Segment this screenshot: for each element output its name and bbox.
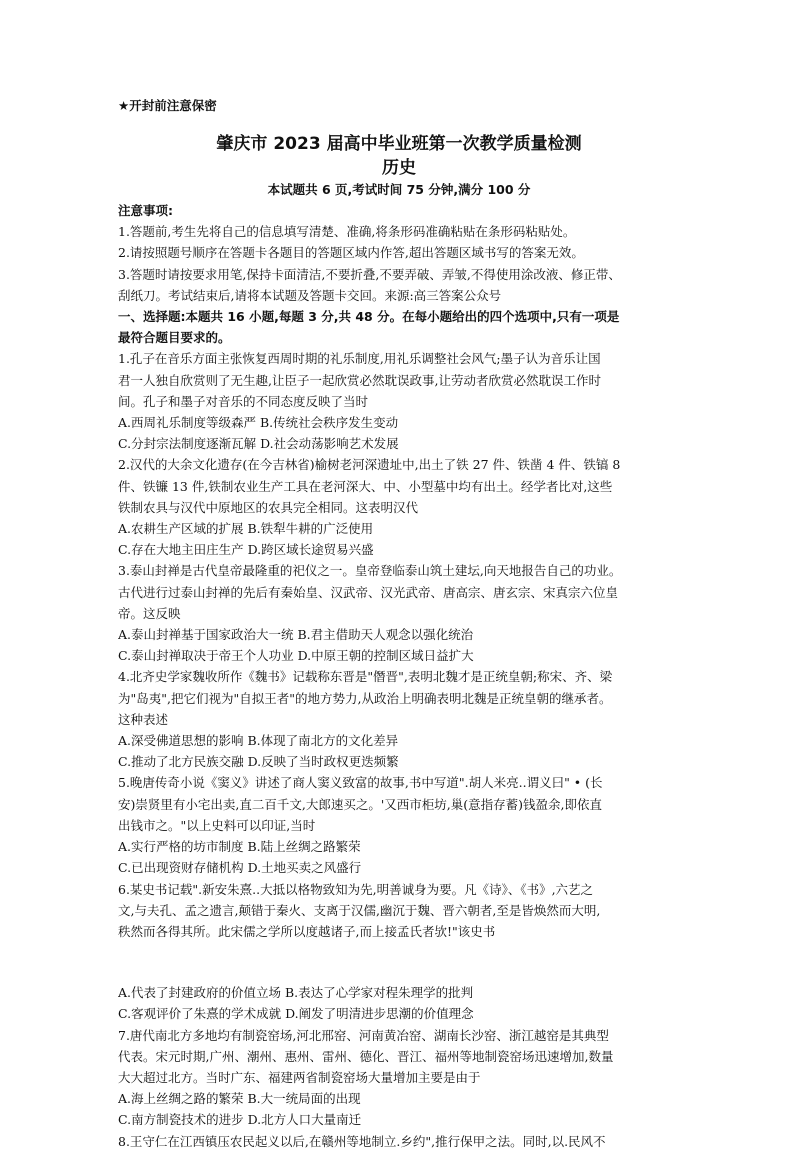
question-option: C.分封宗法制度逐渐瓦解 D.社会动荡影响艺术发展 — [118, 436, 399, 452]
question-option: A.深受佛道思想的影响 B.体现了南北方的文化差异 — [118, 733, 399, 749]
confidential-notice: ★开封前注意保密 — [118, 98, 217, 113]
question-option: C.泰山封禅取决于帝王个人功业 D.中原王朝的控制区域日益扩大 — [118, 648, 474, 664]
note-line: 3.答题时请按要求用笔,保持卡面清洁,不要折叠,不要弄破、弄皱,不得使用涂改液、修正带、 — [118, 266, 621, 282]
question-line: 5.晚唐传奇小说《窦义》讲述了商人窦义致富的故事,书中写道".胡人米亮..谓义曰" • (长 — [118, 775, 603, 791]
note-line: 刮纸刀。考试结束后,请将本试题及答题卡交回。来源:高三答案公众号 — [118, 287, 502, 303]
section-heading-cont: 最符合题目要求的。 — [118, 330, 231, 346]
question-option: C.南方制瓷技术的进步 D.北方人口大量南迁 — [118, 1112, 362, 1128]
question-option: C.推动了北方民族交融 D.反映了当时政权更迭频繁 — [118, 754, 399, 770]
question-line: 4.北齐史学家魏收所作《魏书》记载称东晋是"僭晋",表明北魏才是正统皇朝;称宋、齐、梁 — [118, 669, 613, 685]
question-line: 间。孔子和墨子对音乐的不同态度反映了当时 — [118, 393, 369, 409]
questions-block-a — [118, 348, 680, 942]
question-line: 铁制农具与汉代中原地区的农具完全相同。这表明汉代 — [118, 499, 419, 515]
question-line: 帝。这反映 — [118, 605, 181, 621]
question-line: 6.某史书记载".新安朱熹..大抵以格物致知为先,明善诚身为要。凡《诗》、《书》,六艺之 — [118, 881, 594, 897]
question-line: 2.汉代的大余文化遗存(在今吉林省)榆树老河深遗址中,出土了铁 27 件、铁凿 4 件、铁镐 8 — [118, 457, 621, 473]
question-line: 1.孔子在音乐方面主张恢复西周时期的礼乐制度,用礼乐调整社会风气;墨子认为音乐让国 — [118, 351, 601, 367]
question-option: A.实行严格的坊市制度 B.陆上丝绸之路繁荣 — [118, 839, 361, 855]
question-line: 文,与夫孔、孟之遗言,颠错于秦火、支离于汉儒,幽沉于魏、晋六朝者,至是皆焕然而大明, — [118, 902, 601, 918]
question-line: 出钱市之。"以上史料可以印证,当时 — [118, 817, 316, 833]
notes-list — [118, 221, 680, 306]
section-heading: 一、选择题:本题共 16 小题,每题 3 分,共 48 分。在每小题给出的四个选项中,只有一项是 — [118, 309, 620, 325]
exam-title: 肇庆市 2023 届高中毕业班第一次教学质量检测 — [216, 134, 582, 154]
questions-block-b — [118, 982, 680, 1152]
question-line: 为"岛夷",把它们视为"自拟王者"的地方势力,从政治上明确表明北魏是正统皇朝的继承者。 — [118, 690, 612, 706]
exam-subject: 历史 — [382, 158, 416, 178]
question-option: A.海上丝绸之路的繁荣 B.大一统局面的出现 — [118, 1091, 361, 1107]
question-option: C.存在大地主田庄生产 D.跨区域长途贸易兴盛 — [118, 542, 374, 558]
question-line: 8.王守仁在江西镇压农民起义以后,在赣州等地制立.乡约",推行保甲之法。同时,以.民风不 — [118, 1133, 606, 1149]
question-option: A.西周礼乐制度等级森严 B.传统社会秩序发生变动 — [118, 415, 399, 431]
note-line: 1.答题前,考生先将自己的信息填写清楚、准确,将条形码准确粘贴在条形码粘贴处。 — [118, 224, 576, 240]
blank-gap — [118, 942, 680, 982]
exam-page — [118, 96, 680, 1152]
question-line: 安)崇贤里有小宅出卖,直二百千文,大郎速买之。'又西市柜坊,巢(意指存蓄)钱盈余,即依直 — [118, 796, 602, 812]
notes-heading: 注意事项: — [118, 203, 173, 218]
question-line: 7.唐代南北方多地均有制瓷窑场,河北邢窑、河南黄冶窑、湖南长沙窑、浙江越窑是其典型 — [118, 1027, 609, 1043]
question-line: 这种表述 — [118, 711, 169, 727]
question-line: 件、铁镰 13 件,铁制农业生产工具在老河深大、中、小型墓中均有出土。经学者比对,这些 — [118, 478, 613, 494]
question-line: 君一人独自欣赏则了无生趣,让臣子一起欣赏必然耽误政事,让劳动者欣赏必然耽误工作时 — [118, 372, 601, 388]
question-option: C.已出现资财存储机构 D.土地买卖之风盛行 — [118, 860, 362, 876]
question-line: 古代进行过泰山封禅的先后有秦始皇、汉武帝、汉光武帝、唐高宗、唐玄宗、宋真宗六位皇 — [118, 584, 619, 600]
question-line: 秩然而各得其所。此宋儒之学所以度越诸子,而上接孟氏者欤!"该史书 — [118, 923, 496, 939]
note-line: 2.请按照题号顺序在答题卡各题目的答题区域内作答,超出答题区域书写的答案无效。 — [118, 245, 584, 261]
question-line: 代表。宋元时期,广州、潮州、惠州、雷州、德化、晋江、福州等地制瓷窑场迅速增加,数量 — [118, 1048, 614, 1064]
question-option: C.客观评价了朱熹的学术成就 D.阐发了明清进步思潮的价值理念 — [118, 1006, 474, 1022]
question-option: A.农耕生产区域的扩展 B.铁犁牛耕的广泛使用 — [118, 521, 374, 537]
question-line: 大大超过北方。当时广东、福建两省制瓷窑场大量增加主要是由于 — [118, 1069, 481, 1085]
question-line: 3.泰山封禅是古代皇帝最隆重的祀仪之一。皇帝登临泰山筑土建坛,向天地报告自己的功业。 — [118, 563, 622, 579]
question-option: A.泰山封禅基于国家政治大一统 B.君主借助天人观念以强化统治 — [118, 627, 474, 643]
question-option: A.代表了封建政府的价值立场 B.表达了心学家对程朱理学的批判 — [118, 985, 474, 1001]
exam-meta: 本试题共 6 页,考试时间 75 分钟,满分 100 分 — [267, 182, 531, 197]
